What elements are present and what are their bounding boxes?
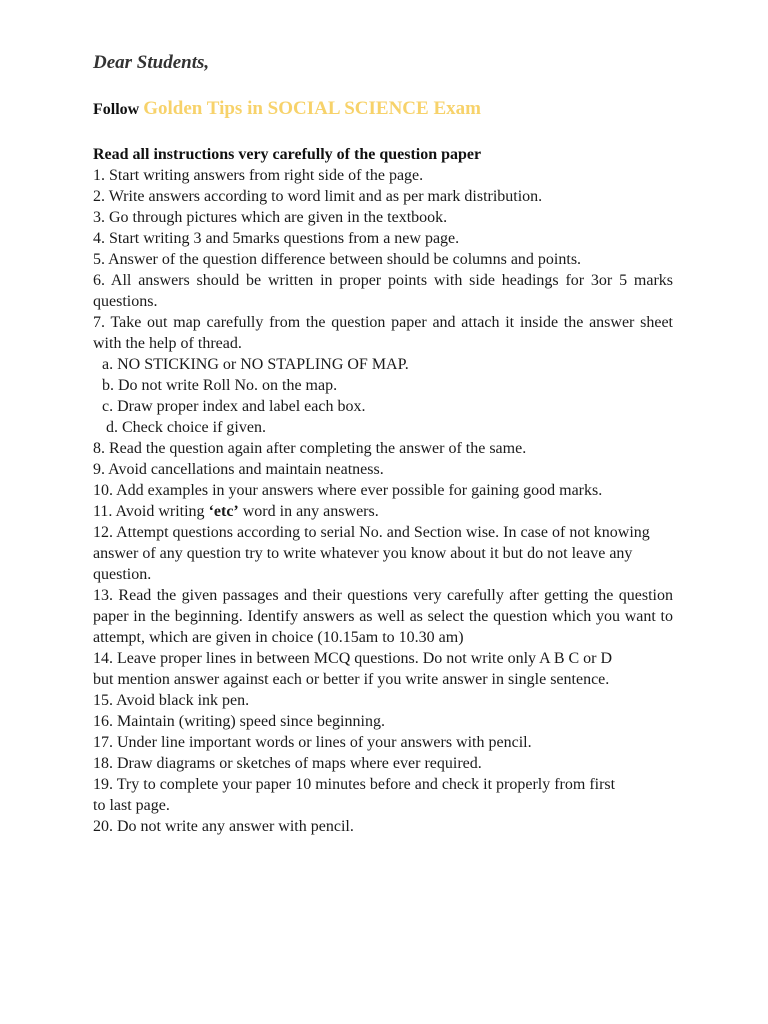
follow-line [93,96,673,123]
list-item: 5. Answer of the question difference between should be columns and points. [93,251,582,268]
list-item: 16. Maintain (writing) speed since beginning. [93,713,385,730]
list-item-text: word in any answers. [238,503,379,520]
document-title: Golden Tips in SOCIAL SCIENCE Exam [143,98,481,119]
list-item: 20. Do not write any answer with pencil. [93,818,354,835]
list-item-continuation: but mention answer against each or better if you write answer in single sentence. [93,671,610,688]
list-item: 9. Avoid cancellations and maintain neatness. [93,461,384,478]
instructions-heading: Read all instructions very carefully of the question paper [93,146,482,163]
list-item: 7. Take out map carefully from the question paper and attach it inside the answer sheet with the help of thread. [93,314,673,352]
sub-list-item: d. Check choice if given. [106,419,266,436]
list-item: 14. Leave proper lines in between MCQ questions. Do not write only A B C or D [93,650,613,667]
list-item-continuation: to last page. [93,797,170,814]
list-item [93,501,673,522]
list-item: 13. Read the given passages and their questions very carefully after getting the question paper in the beginning. Identify answers as well as select the question which you want to attempt, which are given in choice (10.15am to 10.30 am) [93,587,673,646]
sub-list-item: c. Draw proper index and label each box. [102,398,366,415]
emphasis-etc: ‘etc’ [208,503,239,520]
list-item: 17. Under line important words or lines of your answers with pencil. [93,734,532,751]
list-item: 4. Start writing 3 and 5marks questions from a new page. [93,230,460,247]
list-item: 2. Write answers according to word limit and as per mark distribution. [93,188,543,205]
sub-list-item: a. NO STICKING or NO STAPLING OF MAP. [102,356,409,373]
list-item: 6. All answers should be written in proper points with side headings for 3or 5 marks questions. [93,272,673,310]
list-item: 15. Avoid black ink pen. [93,692,250,709]
list-item: 3. Go through pictures which are given in the textbook. [93,209,448,226]
follow-word: Follow [93,101,140,118]
list-item: 18. Draw diagrams or sketches of maps where ever required. [93,755,482,772]
list-item: 1. Start writing answers from right side of the page. [93,167,424,184]
instructions-list [93,165,673,837]
list-item: 8. Read the question again after completing the answer of the same. [93,440,527,457]
salutation: Dear Students, [93,52,210,73]
document-page [93,50,673,837]
list-item: 10. Add examples in your answers where ever possible for gaining good marks. [93,482,603,499]
list-item: 12. Attempt questions according to serial No. and Section wise. In case of not knowing answer of any question try to write whatever you know about it but do not leave any question. [93,524,650,583]
list-item: 19. Try to complete your paper 10 minutes before and check it properly from first [93,776,616,793]
list-item-text: 11. Avoid writing [93,503,209,520]
sub-list-item: b. Do not write Roll No. on the map. [102,377,338,394]
